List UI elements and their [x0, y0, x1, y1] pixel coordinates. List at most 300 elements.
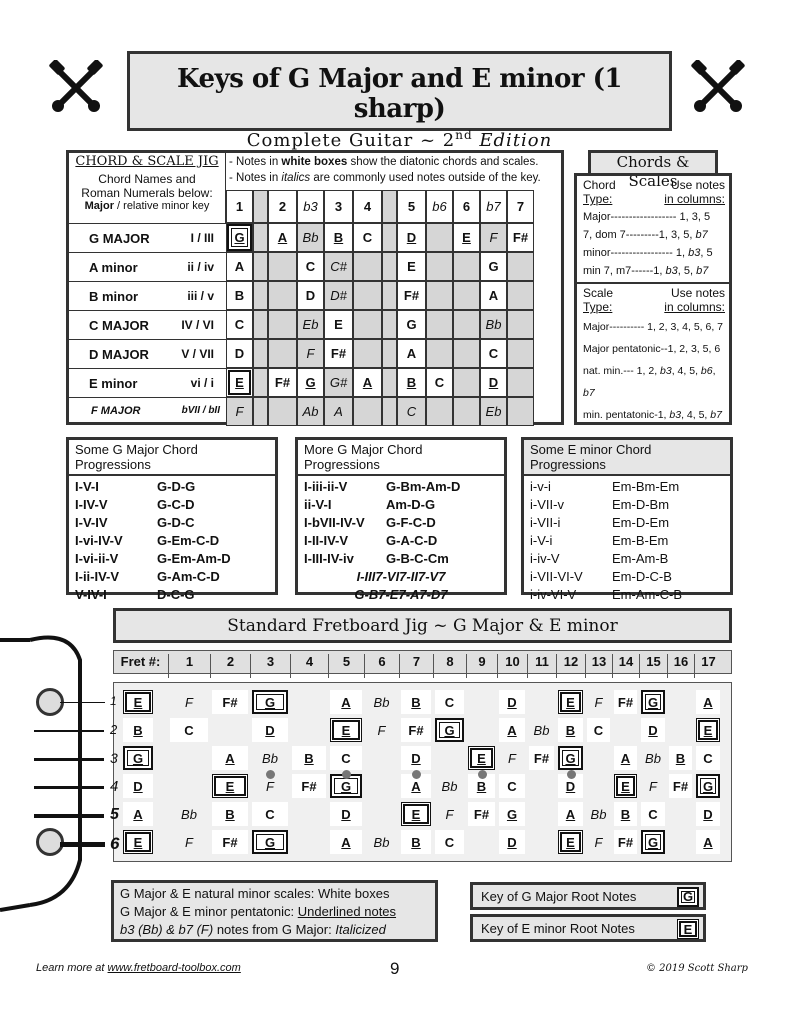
fret-note — [366, 802, 397, 826]
progression-numerals: I-II-IV-V — [304, 533, 349, 548]
jig-cell — [253, 339, 268, 368]
progression-row — [69, 568, 275, 586]
chord-line-rest: , 5, — [677, 265, 697, 277]
fret-note — [468, 830, 495, 854]
jig-cell — [382, 368, 397, 397]
progression-chords: G-Am-C-D — [157, 569, 220, 584]
progression-title: More G Major Chord Progressions — [298, 440, 504, 476]
jig-col-header: 1 — [226, 190, 253, 223]
jig-cell: A — [324, 397, 353, 426]
jig-col-header: 4 — [353, 190, 382, 223]
fret-number: 17 — [694, 654, 722, 678]
jig-cell — [426, 310, 453, 339]
headstock-drawing — [0, 620, 130, 920]
jig-cell: F — [297, 339, 324, 368]
scale-line — [583, 316, 727, 338]
fret-number: 14 — [612, 654, 639, 678]
progression-numerals: i-iv-VI-V — [530, 587, 577, 602]
chord-type-list — [577, 206, 729, 284]
jig-col-header: 6 — [453, 190, 480, 223]
progression-chords: G-B-C-Cm — [386, 551, 449, 566]
fret-note: C — [587, 718, 610, 742]
fret-note: F# — [212, 830, 248, 854]
more-g-major-progressions — [295, 437, 507, 602]
fret-note: A — [614, 746, 637, 770]
fret-number: 10 — [497, 654, 527, 678]
fret-number: 6 — [364, 654, 399, 678]
string-number: 6 — [110, 834, 120, 853]
fret-number: 5 — [328, 654, 364, 678]
fret-note: E — [558, 830, 583, 854]
roman-numeral: IV / VI — [181, 318, 214, 332]
chord-line-text: Major------------------ 1, 3, 5 — [583, 211, 711, 223]
jig-cell: D — [397, 223, 426, 252]
fret-note — [468, 718, 495, 742]
progression-numerals: i-V-i — [530, 533, 553, 548]
fret-note: Bb — [590, 806, 607, 822]
fret-note: C — [170, 718, 208, 742]
fret-note — [435, 746, 464, 770]
progression-numerals: I-V-I — [75, 479, 99, 494]
jig-cell — [253, 368, 268, 397]
fret-note: Bb — [181, 806, 197, 822]
page-subtitle: Complete Guitar ~ 2nd Edition — [246, 128, 553, 151]
fret-note: E — [212, 774, 248, 798]
jig-cell: Bb — [297, 223, 324, 252]
progression-row — [524, 496, 730, 514]
chord-line — [583, 208, 725, 226]
scale-line-rest: , 4, 5, — [681, 409, 711, 421]
fret-number: 12 — [556, 654, 585, 678]
jig-cell: B — [226, 281, 253, 310]
jig-cell: A — [226, 252, 253, 281]
progression-chords: G-D-C — [157, 515, 195, 530]
open-string-note: D — [123, 774, 153, 798]
fret-note: G — [435, 718, 464, 742]
root-g-legend: Key of G Major Root Notes G — [470, 882, 706, 910]
progression-chords: G-Bm-Am-D — [386, 479, 461, 494]
string-number: 1 — [110, 694, 117, 708]
progression-numerals: V-IV-I — [75, 587, 107, 602]
progression-chords: Em-D-Em — [612, 515, 670, 530]
scale-line-ital2: b7 — [710, 409, 722, 421]
fret-note: F# — [212, 690, 248, 714]
jig-cell — [253, 223, 268, 252]
fret-note: A — [558, 802, 583, 826]
jig-cell — [353, 310, 382, 339]
jig-cell — [453, 310, 480, 339]
string-number: 3 — [110, 750, 118, 766]
jig-cell: A — [353, 368, 382, 397]
page-number: 9 — [390, 959, 400, 978]
scale-line-ital: b3 — [660, 365, 672, 377]
fret-note — [366, 746, 397, 770]
jig-cell — [507, 397, 534, 426]
string-number: 2 — [110, 722, 118, 737]
jig-cell — [382, 281, 397, 310]
progression-row — [298, 532, 504, 550]
jig-col-header: b3 — [297, 190, 324, 223]
fret-note: Bb — [441, 778, 458, 794]
open-string-note: E — [123, 690, 153, 714]
open-string-note: A — [123, 802, 153, 826]
progression-chords: Em-B-Em — [612, 533, 669, 548]
fret-note: Bb — [373, 694, 390, 710]
scale-line-text: nat. min.--- 1, 2, — [583, 365, 661, 377]
fret-note: G — [252, 690, 288, 714]
roman-numeral: ii / iv — [187, 260, 214, 274]
fret-note: F — [185, 834, 193, 850]
chord-name: E minor — [89, 376, 138, 391]
progression-title: Some E minor Chord Progressions — [524, 440, 730, 476]
progression-numerals: I-V-IV — [75, 515, 108, 530]
string-line — [60, 702, 105, 703]
fret-number: 13 — [585, 654, 612, 678]
jig-col-header — [382, 190, 397, 223]
progression-body — [524, 476, 730, 604]
jig-cell — [253, 281, 268, 310]
jig-cell — [382, 252, 397, 281]
jig-cell: G# — [324, 368, 353, 397]
fret-note — [587, 774, 610, 798]
jig-cell: G — [480, 252, 507, 281]
jig-cell — [453, 252, 480, 281]
jig-cell — [382, 339, 397, 368]
copyright: © 2019 Scott Sharp — [646, 963, 748, 974]
jig-cell: B — [397, 368, 426, 397]
progression-chords: G-Em-C-D — [157, 533, 220, 548]
progression-row — [524, 532, 730, 550]
jig-cell — [426, 223, 453, 252]
jig-cell — [268, 339, 297, 368]
jig-cell: B — [324, 223, 353, 252]
progression-chords: Em-D-Bm — [612, 497, 670, 512]
jig-cell: F — [480, 223, 507, 252]
jig-cell — [507, 281, 534, 310]
jig-cell: E — [397, 252, 426, 281]
jig-cell: D — [297, 281, 324, 310]
fret-note: A — [401, 774, 431, 798]
scale-line-ital3: b7 — [583, 387, 595, 399]
jig-cell — [253, 252, 268, 281]
scale-line-rest: , 4, 5, — [671, 365, 701, 377]
jig-cell — [382, 223, 397, 252]
fret-note: B — [401, 830, 431, 854]
chord-name: D MAJOR — [89, 347, 149, 362]
fret-note: B — [669, 746, 692, 770]
jig-cell — [353, 397, 382, 426]
fret-note: B — [212, 802, 248, 826]
jig-cell — [453, 397, 480, 426]
string-line — [60, 842, 105, 847]
legend-line-3: b3 (Bb) & b7 (F) notes from G Major: Italicized — [120, 922, 386, 937]
jig-row-label — [69, 310, 226, 339]
fret-number: 9 — [466, 654, 497, 678]
fret-note: F# — [468, 802, 495, 826]
roman-numeral: V / VII — [181, 347, 214, 361]
fret-marker-dot — [567, 770, 576, 779]
jig-cell: D — [226, 339, 253, 368]
fret-note — [669, 802, 692, 826]
string-line — [34, 730, 104, 732]
chords-scales-panel — [574, 173, 732, 425]
jig-cell — [507, 310, 534, 339]
chord-line-text: 7, dom 7---------1, 3, 5, — [583, 229, 696, 241]
scale-line-ital2: b6 — [700, 365, 713, 377]
fret-number: 16 — [667, 654, 694, 678]
progression-numerals: i-VII-VI-V — [530, 569, 583, 584]
fret-note — [529, 802, 554, 826]
scale-line-ital: b3 — [669, 409, 682, 421]
chord-name: F MAJOR — [91, 405, 141, 417]
fret-note: B — [614, 802, 637, 826]
fret-note — [529, 830, 554, 854]
fret-note: E — [401, 802, 431, 826]
progression-row — [69, 550, 275, 568]
jig-cell — [353, 339, 382, 368]
progression-row — [69, 532, 275, 550]
scale-line — [583, 404, 727, 426]
jig-cell: A — [480, 281, 507, 310]
jig-cell — [353, 281, 382, 310]
fret-note: F# — [529, 746, 554, 770]
footer-learn-more: Learn more at www.fretboard-toolbox.com — [36, 962, 241, 974]
jig-cell — [268, 281, 297, 310]
jig-cell — [426, 281, 453, 310]
fret-note: A — [212, 746, 248, 770]
jig-col-header: b6 — [426, 190, 453, 223]
progression-chords: Em-Bm-Em — [612, 479, 680, 494]
chord-type-header: Chord Type: Use notes in columns: — [583, 178, 725, 206]
fret-note: D — [499, 690, 525, 714]
fret-note: A — [499, 718, 525, 742]
jig-cell — [507, 252, 534, 281]
legend-box — [111, 880, 438, 942]
fret-note: F — [266, 778, 274, 794]
fret-note: F — [649, 778, 657, 794]
fret-note: Bb — [262, 750, 278, 766]
fret-note: B — [468, 774, 495, 798]
fret-note — [468, 690, 495, 714]
fret-note — [366, 774, 397, 798]
fret-number: 3 — [250, 654, 290, 678]
roman-numeral: I / III — [190, 231, 214, 245]
progression-row — [298, 478, 504, 496]
fret-note — [170, 774, 208, 798]
jig-cell: F# — [397, 281, 426, 310]
progression-row — [298, 496, 504, 514]
jig-col-header: 5 — [397, 190, 426, 223]
fret-note: F# — [669, 774, 692, 798]
jig-cell: C# — [324, 252, 353, 281]
chord-line-ital: b3 — [665, 265, 678, 277]
jig-cell — [426, 397, 453, 426]
jig-note-2: - Notes in italics are commonly used notes outside of the key. — [229, 172, 541, 184]
progression-numerals: i-VII-v — [530, 497, 564, 512]
chord-line — [583, 226, 725, 244]
fret-note: E — [468, 746, 495, 770]
string-line — [34, 758, 104, 761]
jig-cell — [507, 368, 534, 397]
fret-note: A — [330, 830, 362, 854]
progression-row — [524, 478, 730, 496]
fret-note — [170, 746, 208, 770]
chord-line-ital: b3 — [688, 247, 701, 259]
fret-note: F# — [292, 774, 326, 798]
fret-note: G — [499, 802, 525, 826]
jig-col-header: b7 — [480, 190, 507, 223]
fret-note: E — [614, 774, 637, 798]
fret-note: C — [252, 802, 288, 826]
fret-note: F# — [614, 690, 637, 714]
guitar-cross-left-icon — [48, 60, 104, 116]
jig-subtitle-2: Roman Numerals below: — [81, 186, 213, 200]
fret-marker-dot — [342, 770, 351, 779]
jig-cell: Bb — [480, 310, 507, 339]
string-line — [34, 786, 104, 789]
fret-note: F# — [401, 718, 431, 742]
progression-row — [69, 586, 275, 604]
fret-note: C — [435, 830, 464, 854]
fret-note: D — [696, 802, 720, 826]
root-e-legend: Key of E minor Root Notes E — [470, 914, 706, 942]
scale-line-text: Major---------- 1, 2, 3, 4, 5, 6, 7 — [583, 321, 724, 333]
jig-cell: G — [397, 310, 426, 339]
fret-note: A — [330, 690, 362, 714]
chord-name: A minor — [89, 260, 138, 275]
scale-type-list — [577, 314, 729, 426]
fret-note: E — [696, 718, 720, 742]
progression-row — [524, 586, 730, 604]
jig-cell: F# — [268, 368, 297, 397]
jig-row-label — [69, 397, 226, 426]
jig-cell: D# — [324, 281, 353, 310]
fret-note — [529, 774, 554, 798]
fret-note: F# — [614, 830, 637, 854]
fret-note: C — [435, 690, 464, 714]
jig-note-1: - Notes in white boxes show the diatonic chords and scales. — [229, 156, 539, 168]
jig-cell: E — [453, 223, 480, 252]
jig-cell: A — [397, 339, 426, 368]
fret-note — [292, 690, 326, 714]
website-link[interactable]: www.fretboard-toolbox.com — [107, 962, 241, 974]
jig-cell: Eb — [480, 397, 507, 426]
roman-numeral: vi / i — [190, 376, 214, 390]
open-string-note: B — [123, 718, 153, 742]
jig-cell: C — [397, 397, 426, 426]
progression-numerals: I-ii-IV-V — [75, 569, 120, 584]
jig-col-header — [253, 190, 268, 223]
jig-cell: C — [480, 339, 507, 368]
fret-note — [292, 830, 326, 854]
fret-note: G — [696, 774, 720, 798]
progression-body — [69, 476, 275, 604]
fret-marker-dot — [266, 770, 275, 779]
scale-line-text: Major pentatonic--1, 2, 3, 5, 6 — [583, 343, 721, 355]
jig-cell — [268, 310, 297, 339]
chord-scale-jig — [66, 150, 564, 425]
string-number: 4 — [110, 778, 119, 795]
guitar-cross-right-icon — [690, 60, 746, 116]
fret-note: G — [641, 690, 665, 714]
fret-note: B — [401, 690, 431, 714]
page-title: Keys of G Major and E minor (1 sharp) — [177, 64, 622, 124]
fret-note: D — [330, 802, 362, 826]
jig-cell — [453, 368, 480, 397]
fret-note — [529, 690, 554, 714]
fret-note: F — [445, 806, 454, 822]
fret-note: D — [558, 774, 583, 798]
fret-number: 1 — [168, 654, 210, 678]
fret-note: A — [696, 830, 720, 854]
jig-cell: E — [226, 368, 253, 397]
chord-line — [583, 244, 725, 262]
jig-cell: C — [353, 223, 382, 252]
jig-subtitle-1: Chord Names and — [98, 172, 196, 186]
progression-chords: Am-D-G — [386, 497, 436, 512]
progression-numerals: I-iii-ii-V — [304, 479, 348, 494]
scale-line — [583, 360, 727, 404]
chord-name: C MAJOR — [89, 318, 149, 333]
jig-row-label — [69, 368, 226, 397]
fret-number: 8 — [433, 654, 466, 678]
fretboard-title: Standard Fretboard Jig ~ G Major & E minor — [113, 608, 732, 643]
jig-header — [69, 153, 226, 223]
jig-cell — [426, 252, 453, 281]
progression-row — [298, 550, 504, 568]
jig-cell: G — [297, 368, 324, 397]
fret-note: F — [594, 694, 603, 710]
progression-chords: G-Em-Am-D — [157, 551, 231, 566]
progression-row — [524, 550, 730, 568]
fret-note: F — [594, 834, 603, 850]
open-string-note: E — [123, 830, 153, 854]
jig-cell: F — [226, 397, 253, 426]
progression-row — [69, 478, 275, 496]
root-g-note: G — [677, 887, 699, 907]
fret-note: C — [696, 746, 720, 770]
progression-numerals: I-III-IV-iv — [304, 551, 354, 566]
jig-cell: G — [226, 223, 253, 252]
string-line — [34, 814, 104, 818]
fret-number: 15 — [639, 654, 667, 678]
jig-cell: C — [297, 252, 324, 281]
fret-note: Bb — [373, 834, 390, 850]
fret-note: D — [252, 718, 288, 742]
string-number: 5 — [110, 806, 119, 823]
fret-number: 4 — [290, 654, 328, 678]
jig-col-header: 2 — [268, 190, 297, 223]
fret-note: F — [508, 750, 516, 766]
fret-note: B — [292, 746, 326, 770]
roman-numeral: iii / v — [187, 289, 214, 303]
fret-note: E — [330, 718, 362, 742]
root-e-note: E — [677, 919, 699, 939]
fret-note: D — [499, 830, 525, 854]
fret-note: A — [696, 690, 720, 714]
jig-cell: C — [426, 368, 453, 397]
jig-cell — [253, 397, 268, 426]
fret-label: Fret #: — [120, 654, 161, 669]
jig-cell — [268, 397, 297, 426]
open-string-note: G — [123, 746, 153, 770]
fret-number: 11 — [527, 654, 556, 678]
jig-row-label — [69, 252, 226, 281]
progression-row — [524, 568, 730, 586]
chords-scales-title: Chords & Scales — [588, 150, 718, 176]
g-major-progressions — [66, 437, 278, 602]
fret-note: Bb — [645, 750, 661, 766]
